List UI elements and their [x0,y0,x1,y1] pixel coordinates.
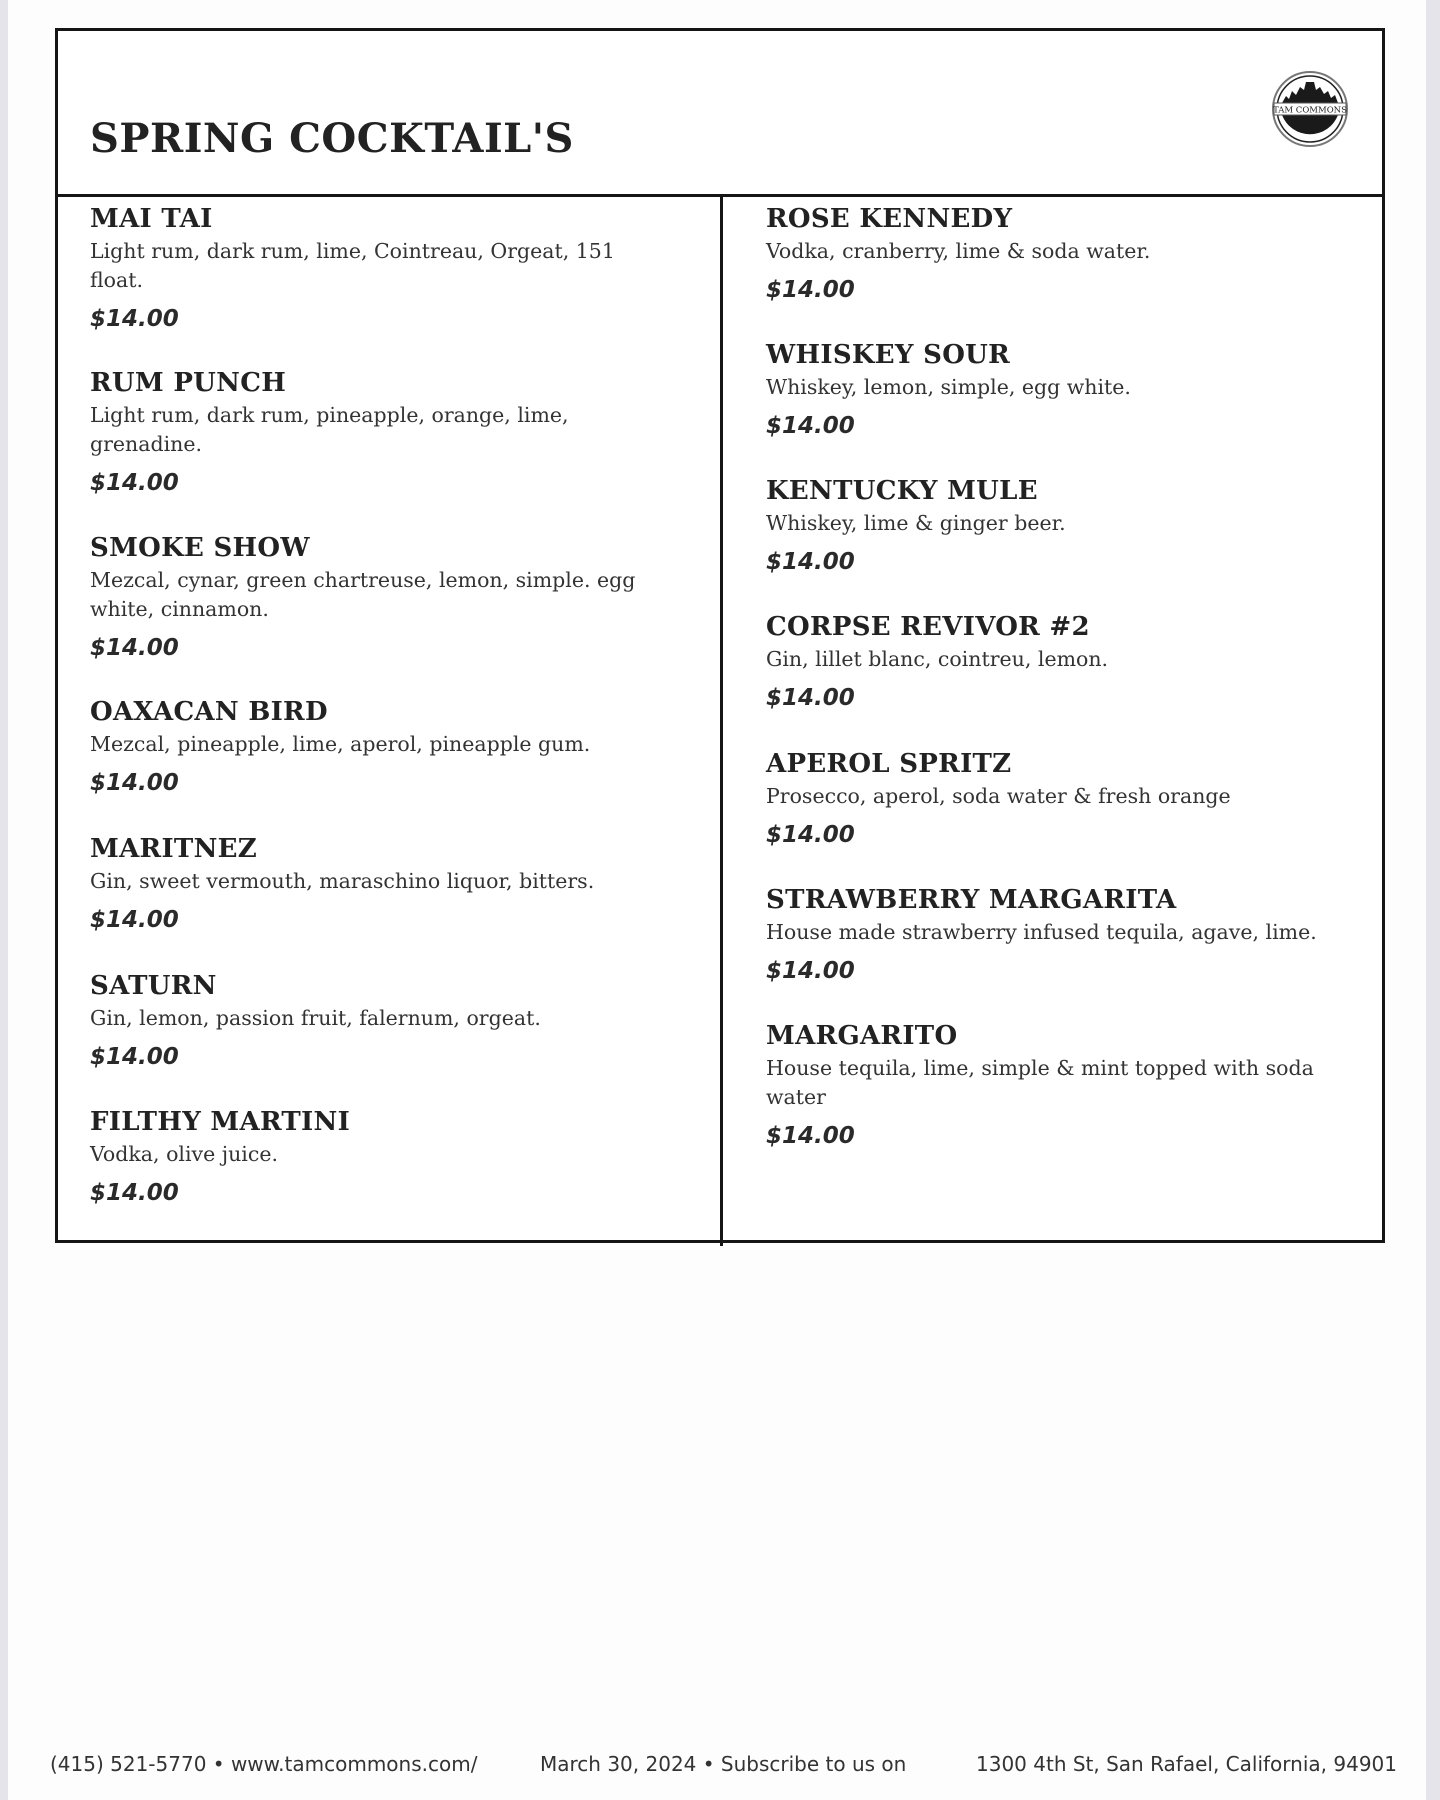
item-description: Gin, lillet blanc, cointreu, lemon. [766,647,1109,671]
item-name: RUM PUNCH [90,368,287,398]
menu-item [90,970,670,1072]
menu-item [766,884,1346,986]
item-name: MARGARITO [766,1021,958,1051]
footer-address: 1300 4th St, San Rafael, California, 94901 [976,1752,1397,1776]
item-price: $14.00 [766,685,855,711]
menu-item [766,339,1346,441]
item-price: $14.00 [90,1044,179,1070]
menu-item [766,748,1346,850]
menu-item [766,203,1346,305]
item-price: $14.00 [90,1180,179,1206]
item-price: $14.00 [766,413,855,439]
item-name: SMOKE SHOW [90,533,310,563]
item-price: $14.00 [90,770,179,796]
item-description: Whiskey, lemon, simple, egg white. [766,375,1131,399]
menu-item [90,1106,670,1208]
logo-text: TAM COMMONS [1273,105,1347,116]
item-name: MARITNEZ [90,834,258,864]
item-price: $14.00 [766,549,855,575]
item-name: WHISKEY SOUR [766,340,1011,370]
footer-contact: (415) 521-5770 • www.tamcommons.com/ [50,1752,478,1776]
item-name: ROSE KENNEDY [766,204,1013,234]
item-description: Mezcal, pineapple, lime, aperol, pineapple gum. [90,732,591,756]
item-name: MAI TAI [90,204,213,234]
item-name: APEROL SPRITZ [766,749,1012,779]
menu-item [766,475,1346,577]
item-description: Gin, sweet vermouth, maraschino liquor, bitters. [90,869,595,893]
item-name: CORPSE REVIVOR #2 [766,612,1090,642]
item-price: $14.00 [766,822,855,848]
left-gutter [0,0,8,1800]
menu-item [766,611,1346,713]
item-name: STRAWBERRY MARGARITA [766,885,1177,915]
item-description: Whiskey, lime & ginger beer. [766,511,1066,535]
item-name: FILTHY MARTINI [90,1107,351,1137]
scrollbar-track[interactable] [1426,0,1440,1800]
item-description: Light rum, dark rum, lime, Cointreau, Orgeat, 151 float. [90,239,615,292]
item-description: Vodka, olive juice. [90,1142,278,1166]
tam-commons-logo-icon [1270,69,1350,149]
item-price: $14.00 [766,277,855,303]
item-price: $14.00 [90,306,179,332]
item-description: Mezcal, cynar, green chartreuse, lemon, simple. egg white, cinnamon. [90,568,636,621]
column-divider [720,196,723,1246]
item-description: House made strawberry infused tequila, agave, lime. [766,920,1317,944]
footer-date-subscribe: March 30, 2024 • Subscribe to us on [540,1752,907,1776]
item-description: Prosecco, aperol, soda water & fresh orange [766,784,1231,808]
menu-item [90,203,670,334]
item-name: OAXACAN BIRD [90,697,328,727]
menu-card [55,28,1385,1243]
item-price: $14.00 [766,1123,855,1149]
menu-item [90,367,670,498]
menu-item [90,833,670,935]
item-description: Gin, lemon, passion fruit, falernum, orgeat. [90,1006,541,1030]
item-price: $14.00 [90,470,179,496]
item-description: Vodka, cranberry, lime & soda water. [766,239,1151,263]
item-price: $14.00 [90,635,179,661]
menu-item [766,1020,1346,1151]
menu-item [90,532,670,663]
menu-item [90,696,670,798]
item-description: Light rum, dark rum, pineapple, orange, lime, grenadine. [90,403,569,456]
item-description: House tequila, lime, simple & mint topped with soda water [766,1056,1314,1109]
item-name: SATURN [90,971,217,1001]
item-price: $14.00 [766,958,855,984]
menu-title: SPRING COCKTAIL'S [90,115,574,162]
item-name: KENTUCKY MULE [766,476,1038,506]
item-price: $14.00 [90,907,179,933]
